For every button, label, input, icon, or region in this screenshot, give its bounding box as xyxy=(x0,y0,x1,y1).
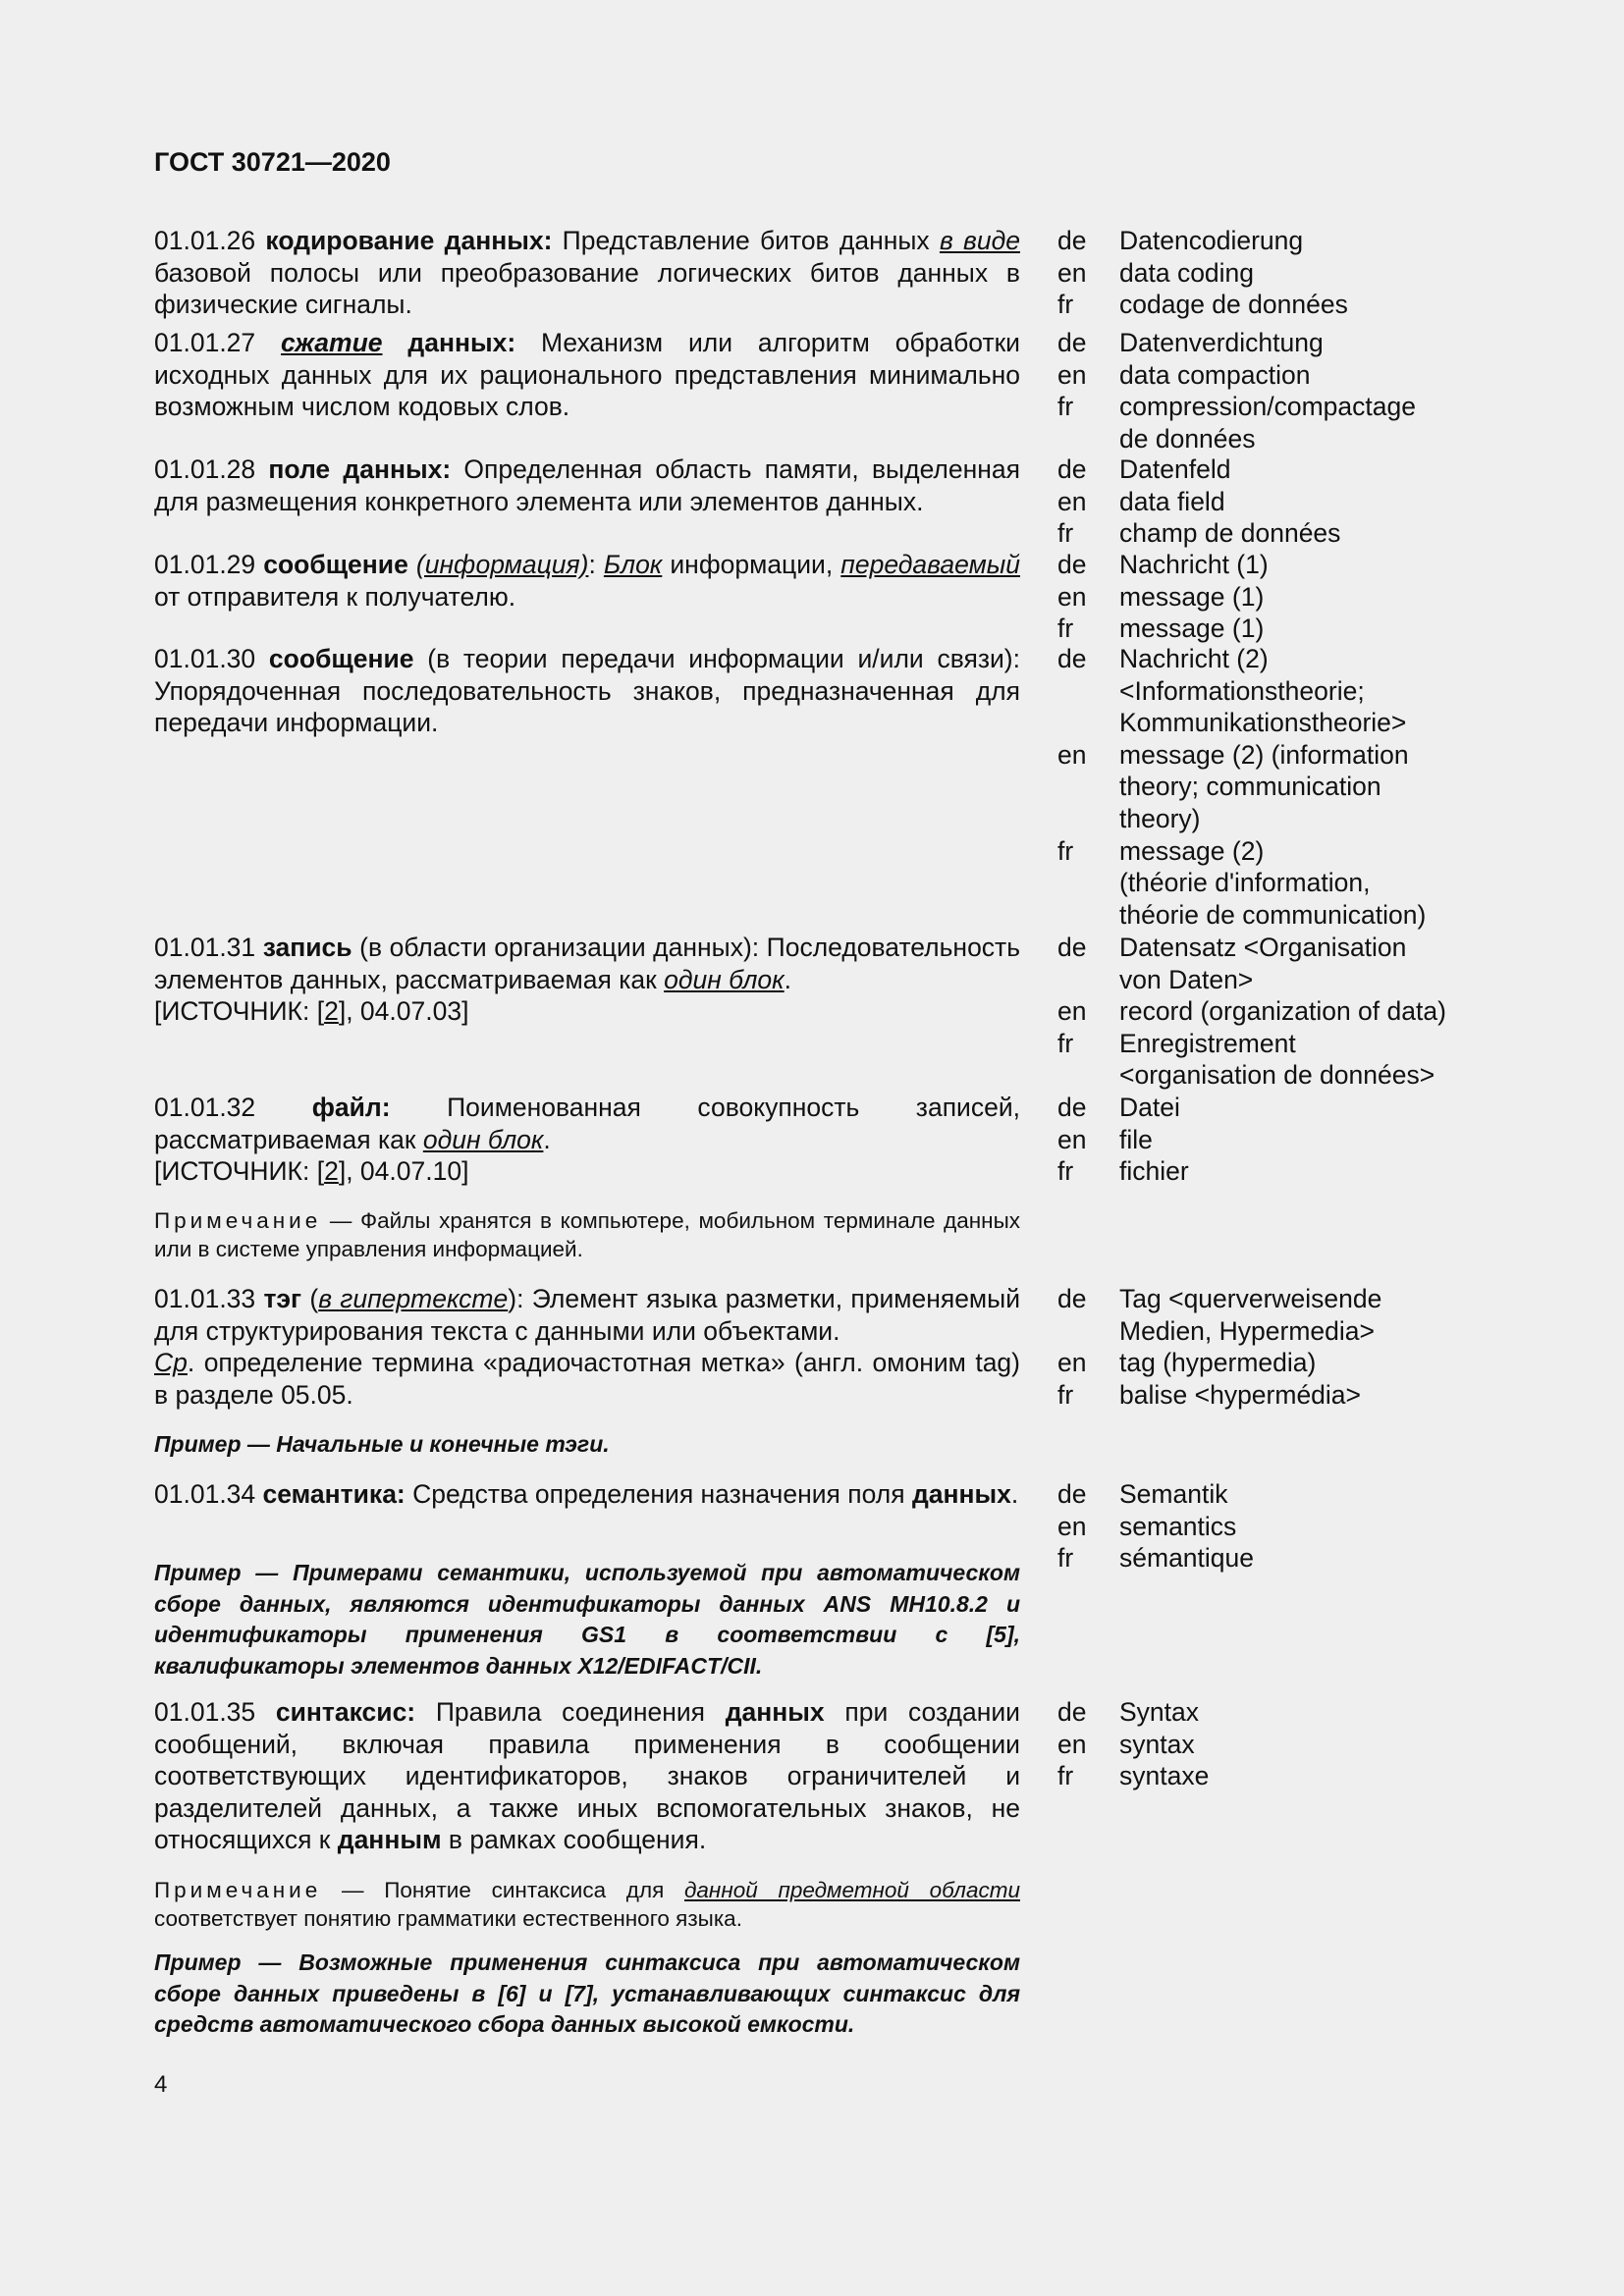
equivalent-de: de Datei xyxy=(1057,1093,1180,1122)
cross-reference-link[interactable]: Ср xyxy=(154,1348,188,1378)
equivalent-en: en semantics xyxy=(1057,1511,1237,1541)
equivalent-de: de Tag <querverweisende xyxy=(1057,1284,1382,1313)
term: семантика: xyxy=(262,1479,406,1509)
entry-number: 01.01.29 xyxy=(154,550,256,579)
equivalent-en: en tag (hypermedia) xyxy=(1057,1348,1317,1378)
term: поле данных: xyxy=(268,454,452,484)
equivalent-fr: fr champ de données xyxy=(1057,518,1341,549)
source-reference: [ИСТОЧНИК: [2], 04.07.10] xyxy=(154,1156,469,1187)
equivalent-fr: fr message (1) xyxy=(1057,614,1265,644)
equivalent-fr: fr syntaxe xyxy=(1057,1761,1210,1791)
definition-text: 01.01.28 поле данных: Определенная область памяти, выделенная для размещения конкретного элемента или элементов данных. xyxy=(154,454,1020,516)
example: Пример — Примерами семантики, используемой при автоматическом сборе данных, являются идентификаторы данных ANS MH10.8.2 и идентификаторы применения GS1 в соответствии с [5], квалификаторы элементов данных X12/EDIFACT/CII. xyxy=(154,1560,1020,1679)
equivalents xyxy=(1057,1092,1489,1188)
equivalent-en: en data field xyxy=(1057,486,1225,516)
equivalent-de: de Datenfeld xyxy=(1057,454,1231,484)
equivalent-de: de Nachricht (1) xyxy=(1057,550,1269,579)
equivalents xyxy=(1057,454,1489,550)
term-link[interactable]: один блок xyxy=(664,964,785,994)
entry-number: 01.01.27 xyxy=(154,328,256,357)
definition-text: 01.01.35 синтаксис: Правила соединения данных при создании сообщений, включая правила применения в сообщении соответствующих идентификаторов, знаков ограничителей и разделителей данных, а также иных вспомогательных знаков, не относящихся к данным в рамках сообщения. xyxy=(154,1697,1020,1855)
equivalent-fr: fr sémantique xyxy=(1057,1543,1255,1574)
page-number: 4 xyxy=(154,2071,168,2098)
equivalent-fr: fr codage de données xyxy=(1057,290,1348,320)
equivalents: de Tag <querverweisende Medien, Hypermedia> en tag (hypermedia) fr balise <hypermédia> xyxy=(1057,1283,1489,1411)
definition-text: 01.01.27 сжатие данных: Механизм или алгоритм обработки исходных данных для их рационального представления минимально возможным числом кодовых слов. xyxy=(154,328,1020,422)
entry-number: 01.01.31 xyxy=(154,933,256,962)
equivalent-de: de Semantik xyxy=(1057,1479,1228,1509)
entry-number: 01.01.34 xyxy=(154,1479,256,1509)
equivalents xyxy=(1057,225,1489,321)
equivalent-fr: fr message (2) xyxy=(1057,835,1265,866)
equivalent-en: en record (organization of data) xyxy=(1057,996,1446,1027)
note-label: Примечание xyxy=(154,1878,322,1902)
term: сообщение xyxy=(263,550,408,579)
equivalents: de Nachricht (2) <Informationstheorie; Kommunikationstheorie> en message (2) (information theory; communication theory) fr message (2) (théorie d'information, théorie de communication) xyxy=(1057,643,1489,931)
equivalent-de: de Syntax xyxy=(1057,1697,1200,1727)
note: Примечание — Понятие синтаксиса для данной предметной области соответствует понятию грамматики естественного языка. xyxy=(154,1878,1020,1931)
term: сообщение xyxy=(268,644,414,673)
term: кодирование данных: xyxy=(265,226,553,255)
bibliography-link[interactable]: 2 xyxy=(324,1156,339,1187)
definition-text: 01.01.32 файл: Поименованная совокупность записей, рассматриваемая как один блок. [ИСТОЧНИК: [2], 04.07.10] xyxy=(154,1093,1020,1187)
term-link[interactable]: сжатие xyxy=(281,328,383,357)
equivalents: de Datensatz <Organisation von Daten> en record (organization of data) fr Enregistrement <organisation de données> xyxy=(1057,932,1489,1092)
term-link[interactable]: в виде xyxy=(939,226,1020,255)
equivalent-de: de Datenverdichtung xyxy=(1057,328,1324,357)
equivalents xyxy=(1057,1696,1489,1792)
term-link[interactable]: (информация) xyxy=(415,550,589,579)
equivalent-fr: fr Enregistrement xyxy=(1057,1028,1296,1058)
definition-text: 01.01.26 кодирование данных: Представление битов данных в виде базовой полосы или преобразование логических битов данных в физические сигналы. xyxy=(154,226,1020,320)
equivalents xyxy=(1057,1478,1489,1575)
equivalent-en: en message (2) (information xyxy=(1057,739,1409,770)
definition-text: 01.01.33 тэг (в гипертексте): Элемент языка разметки, применяемый для структурирования текста с данными или объектами. Ср. определение термина «радиочастотная метка» (англ. омоним tag) в разделе 05.05. xyxy=(154,1284,1021,1410)
equivalent-de: de Datensatz <Organisation xyxy=(1057,933,1407,962)
source-reference: [ИСТОЧНИК: [2], 04.07.03] xyxy=(154,996,469,1027)
entry-number: 01.01.32 xyxy=(154,1093,256,1122)
equivalents xyxy=(1057,327,1489,454)
entry-number: 01.01.30 xyxy=(154,644,256,673)
entry-number: 01.01.35 xyxy=(154,1697,256,1727)
document-code-header: ГОСТ 30721—2020 xyxy=(154,147,391,177)
note-label: Примечание xyxy=(154,1208,322,1233)
example: Пример — Возможные применения синтаксиса при автоматическом сборе данных приведены в [6] и [7], устанавливающих синтаксис для средств автоматического сбора данных высокой емкости. xyxy=(154,1949,1020,2037)
definition-text: 01.01.30 сообщение (в теории передачи информации и/или связи): Упорядоченная последовательность знаков, предназначенная для передачи информации. xyxy=(154,644,1020,738)
equivalents xyxy=(1057,549,1489,645)
term-link[interactable]: Блок xyxy=(603,550,663,579)
bibliography-link[interactable]: 2 xyxy=(324,996,339,1027)
entry-number: 01.01.26 xyxy=(154,226,256,255)
term: файл: xyxy=(311,1093,391,1122)
equivalent-en: en file xyxy=(1057,1124,1153,1154)
equivalent-fr: fr balise <hypermédia> xyxy=(1057,1379,1362,1410)
term-link[interactable]: передаваемый xyxy=(840,550,1020,579)
example: Пример — Начальные и конечные тэги. xyxy=(154,1431,610,1457)
definition-text: 01.01.34 семантика: Средства определения назначения поля данных. xyxy=(154,1479,1019,1509)
equivalent-en: en data compaction xyxy=(1057,359,1311,390)
equivalent-en: en data coding xyxy=(1057,257,1255,288)
equivalent-fr: fr fichier xyxy=(1057,1156,1189,1187)
definition-text: 01.01.31 запись (в области организации данных): Последовательность элементов данных, рассматриваемая как один блок. [ИСТОЧНИК: [2], 04.07.03] xyxy=(154,933,1020,1027)
term: синтаксис: xyxy=(275,1697,416,1727)
definition-text: 01.01.29 сообщение (информация): Блок информации, передаваемый от отправителя к получателю. xyxy=(154,550,1020,612)
note: Примечание — Файлы хранятся в компьютере, мобильном терминале данных или в системе управления информацией. xyxy=(154,1208,1020,1261)
equivalent-fr-continued: de données xyxy=(1119,423,1256,454)
term-link[interactable]: данной предметной области xyxy=(683,1878,1020,1902)
term: запись xyxy=(262,933,352,962)
term-link[interactable]: один блок xyxy=(422,1124,544,1154)
equivalent-de: de Datencodierung xyxy=(1057,226,1304,255)
entry-number: 01.01.33 xyxy=(154,1284,256,1313)
term-link[interactable]: в гипертексте xyxy=(318,1284,509,1313)
equivalent-en: en message (1) xyxy=(1057,581,1265,612)
equivalent-fr: fr compression/compactage xyxy=(1057,392,1416,422)
entry-number: 01.01.28 xyxy=(154,454,256,484)
equivalent-en: en syntax xyxy=(1057,1729,1195,1759)
equivalent-de: de Nachricht (2) xyxy=(1057,644,1269,673)
term: тэг xyxy=(263,1284,302,1313)
